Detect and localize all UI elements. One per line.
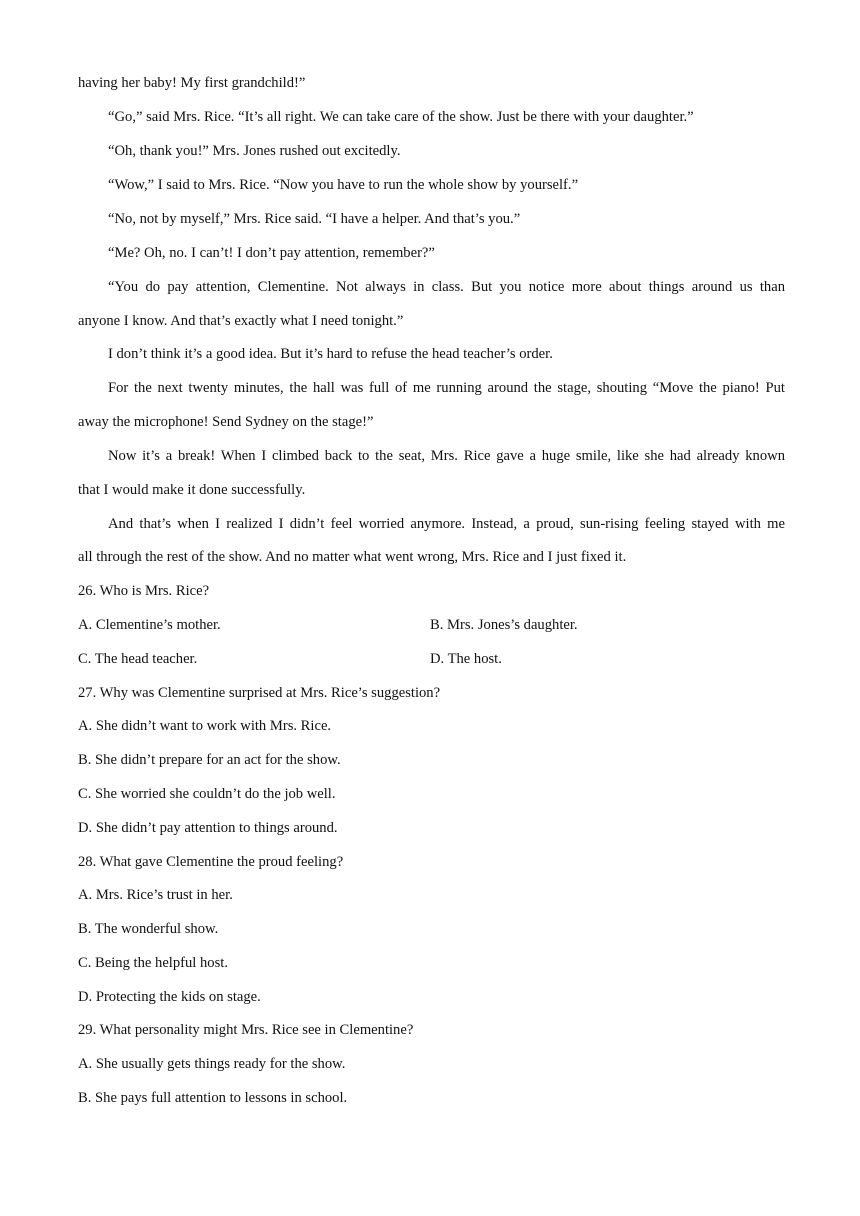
passage-line: away the microphone! Send Sydney on the stage!”	[78, 414, 374, 430]
answer-option: B. She didn’t prepare for an act for the show.	[78, 752, 341, 768]
passage-paragraph: “Go,” said Mrs. Rice. “It’s all right. We can take care of the show. Just be there with your daughter.”	[108, 109, 694, 125]
question-stem: 29. What personality might Mrs. Rice see in Clementine?	[78, 1022, 414, 1038]
passage-line: that I would make it done successfully.	[78, 482, 306, 498]
answer-option: D. She didn’t pay attention to things around.	[78, 820, 338, 836]
answer-option: A. She didn’t want to work with Mrs. Rice.	[78, 718, 332, 734]
answer-option: A. She usually gets things ready for the show.	[78, 1056, 346, 1072]
passage-paragraph: “You do pay attention, Clementine. Not always in class. But you notice more about things around us than	[108, 279, 785, 295]
answer-option: A. Clementine’s mother.	[78, 617, 221, 633]
passage-line: anyone I know. And that’s exactly what I need tonight.”	[78, 313, 404, 329]
passage-paragraph: “Me? Oh, no. I can’t! I don’t pay attention, remember?”	[108, 245, 435, 261]
answer-option: B. The wonderful show.	[78, 921, 219, 937]
answer-option: B. Mrs. Jones’s daughter.	[430, 617, 578, 633]
passage-paragraph: Now it’s a break! When I climbed back to the seat, Mrs. Rice gave a huge smile, like she had already known	[108, 448, 785, 464]
answer-option: C. The head teacher.	[78, 651, 198, 667]
question-stem: 26. Who is Mrs. Rice?	[78, 583, 210, 599]
question-stem: 27. Why was Clementine surprised at Mrs. Rice’s suggestion?	[78, 685, 441, 701]
passage-paragraph: “Oh, thank you!” Mrs. Jones rushed out excitedly.	[108, 143, 401, 159]
answer-option: D. The host.	[430, 651, 502, 667]
answer-option: A. Mrs. Rice’s trust in her.	[78, 887, 233, 903]
passage-paragraph: I don’t think it’s a good idea. But it’s hard to refuse the head teacher’s order.	[108, 346, 553, 362]
answer-option: B. She pays full attention to lessons in school.	[78, 1090, 348, 1106]
answer-option: C. Being the helpful host.	[78, 955, 228, 971]
passage-paragraph: “No, not by myself,” Mrs. Rice said. “I have a helper. And that’s you.”	[108, 211, 521, 227]
answer-option: C. She worried she couldn’t do the job well.	[78, 786, 336, 802]
passage-paragraph: And that’s when I realized I didn’t feel worried anymore. Instead, a proud, sun-rising feeling stayed with me	[108, 516, 785, 532]
passage-paragraph: “Wow,” I said to Mrs. Rice. “Now you have to run the whole show by yourself.”	[108, 177, 579, 193]
question-stem: 28. What gave Clementine the proud feeling?	[78, 854, 344, 870]
answer-option: D. Protecting the kids on stage.	[78, 989, 261, 1005]
passage-line: having her baby! My first grandchild!”	[78, 75, 306, 91]
passage-line: all through the rest of the show. And no matter what went wrong, Mrs. Rice and I just fixed it.	[78, 549, 627, 565]
passage-paragraph: For the next twenty minutes, the hall was full of me running around the stage, shouting “Move the piano! Put	[108, 380, 785, 396]
